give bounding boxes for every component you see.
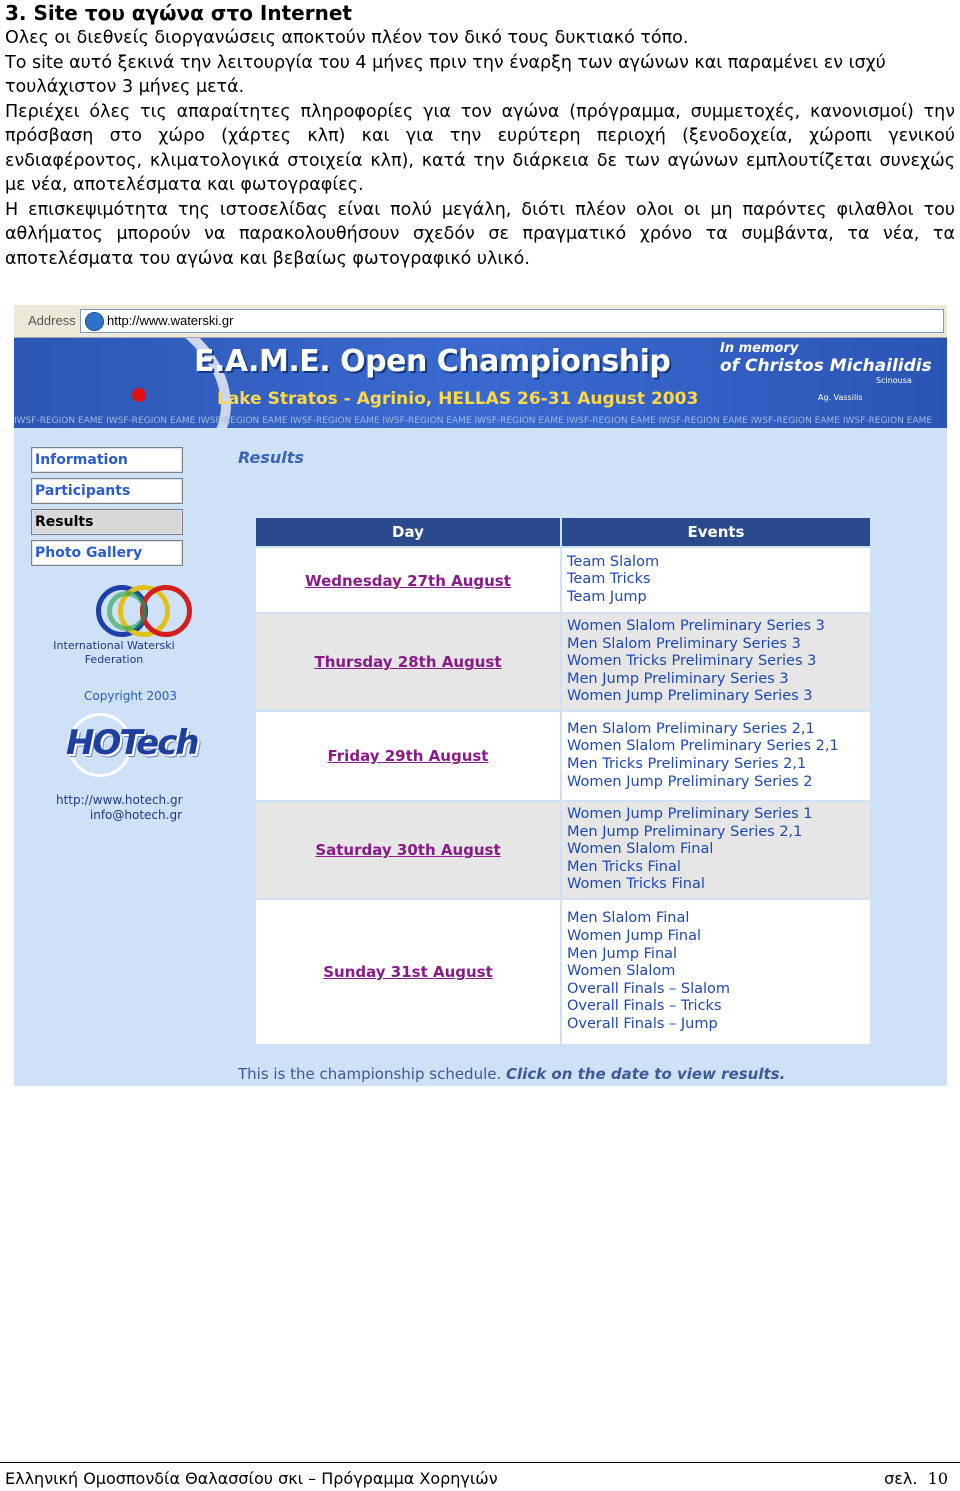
section-heading: 3. Site του αγώνα στο Internet	[5, 1, 352, 25]
event-item: Men Slalom Preliminary Series 2,1	[567, 720, 815, 737]
event-item: Women Jump Preliminary Series 1	[567, 805, 813, 822]
ie-page-icon	[85, 312, 104, 331]
day-cell	[255, 613, 561, 711]
table-row	[255, 547, 871, 613]
map-label: Scinousa	[876, 376, 912, 385]
iwf-caption-line: Federation	[84, 653, 144, 666]
iwf-caption-line: International Waterski	[53, 639, 175, 652]
banner-title: E.A.M.E. Open Championship	[194, 344, 671, 379]
event-item: Men Slalom Final	[567, 910, 690, 927]
event-item: Men Tricks Preliminary Series 2,1	[567, 755, 807, 772]
event-item: Women Jump Preliminary Series 3	[567, 688, 813, 705]
nav-results[interactable]: Results	[31, 509, 183, 535]
paragraph: Ολες οι διεθνείς διοργανώσεις αποκτούν πλέον τον δικό τους δυκτιακό τόπο.	[5, 28, 689, 48]
document-body	[5, 0, 955, 271]
iwf-rings-icon	[96, 583, 186, 639]
table-row	[255, 613, 871, 711]
event-item: Team Slalom	[567, 553, 660, 570]
banner-strip: IWSF-REGION EAME IWSF-REGION EAME IWSF-REGION EAME IWSF-REGION EAME IWSF-REGION EAME IWSF-REGION EAME IWSF-REGION EAME IWSF-REGION EAME IWSF-REGION EAME IWSF-REGION EAME	[14, 416, 933, 426]
day-link[interactable]: Thursday 28th August	[314, 653, 502, 672]
page-number-value: 10	[927, 1469, 948, 1488]
red-dot-icon	[132, 388, 146, 402]
schedule-note-text: This is the championship schedule.	[238, 1065, 502, 1083]
event-item: Team Jump	[567, 588, 647, 605]
site-banner	[14, 338, 947, 428]
event-item: Women Tricks Final	[567, 876, 705, 893]
event-item: Team Tricks	[567, 571, 651, 588]
day-cell	[255, 899, 561, 1045]
hotech-links	[56, 793, 182, 823]
schedule-table	[254, 516, 872, 1046]
page-number	[884, 1469, 948, 1488]
results-title: Results	[238, 448, 304, 467]
page-label: σελ.	[884, 1469, 918, 1488]
paragraph: Η επισκεψιμότητα της ιστοσελίδας είναι πολύ μεγάλη, διότι πλέον ολοι οι μη παρόντες φιλαθλοι του αθλήματος μπορούν να παρακολουθήσουν σχεδόν σε πραγματικό χρόνο τα συμβάντα, τα νέα, τα αποτελέσματα του αγώνα και βεβαίως φωτογραφικό υλικό.	[5, 199, 955, 269]
paragraph: Περιέχει όλες τις απαραίτητες πληροφορίες για τον αγώνα (πρόγραμμα, συμμετοχές, κανονισμοί) την πρόσβαση στο χώρο (χάρτες κλπ) και για την ευρύτερη περιοχή (ξενοδοχεία, χώροπι γενικού ενδιαφέροντος, κλιματολογικά στοιχεία κλπ), κατά την διάρκεια δε των αγώνων εμπλουτίζεται συνεχώς με νέα, αποτελέσματα και φωτογραφίες.	[5, 101, 955, 195]
table-row	[255, 899, 871, 1045]
event-item: Men Jump Preliminary Series 2,1	[567, 823, 803, 840]
day-link[interactable]: Friday 29th August	[327, 747, 489, 766]
event-item: Women Slalom Final	[567, 841, 714, 858]
events-cell	[561, 801, 871, 899]
schedule-note	[238, 1065, 785, 1083]
paragraph: Το site αυτό ξεκινά την λειτουργία του 4 μήνες πριν την έναρξη των αγώνων και παραμένει εν ισχύ τουλάχιστον 3 μήνες μετά.	[5, 52, 886, 97]
event-item: Women Jump Preliminary Series 2	[567, 773, 813, 790]
memory-line-2: of Christos Michailidis	[720, 356, 932, 376]
url-text: http://www.waterski.gr	[107, 313, 234, 328]
iwf-caption	[44, 639, 184, 667]
event-item: Women Slalom Preliminary Series 2,1	[567, 738, 839, 755]
events-cell	[561, 613, 871, 711]
event-item: Overall Finals – Slalom	[567, 980, 731, 997]
event-item: Men Tricks Final	[567, 858, 681, 875]
event-item: Women Slalom Preliminary Series 3	[567, 618, 825, 634]
events-cell	[561, 899, 871, 1045]
hotech-logo-text: HOTech	[66, 723, 198, 763]
day-link[interactable]: Saturday 30th August	[315, 841, 501, 860]
address-bar	[14, 305, 947, 338]
event-item: Overall Finals – Tricks	[567, 998, 722, 1015]
event-item: Overall Finals – Jump	[567, 1015, 718, 1032]
day-link[interactable]: Wednesday 27th August	[305, 571, 511, 590]
nav-information[interactable]: Information	[31, 447, 183, 473]
schedule-body	[255, 547, 871, 1045]
banner-subtitle: Lake Stratos - Agrinio, HELLAS 26-31 August 2003	[217, 389, 699, 409]
hotech-email-link[interactable]: info@hotech.gr	[89, 808, 182, 822]
nav-participants[interactable]: Participants	[31, 478, 183, 504]
address-label: Address	[28, 313, 76, 328]
event-item: Men Jump Preliminary Series 3	[567, 670, 789, 687]
day-cell	[255, 801, 561, 899]
day-link[interactable]: Sunday 31st August	[323, 963, 493, 982]
table-row	[255, 711, 871, 801]
event-item: Men Slalom Preliminary Series 3	[567, 635, 801, 652]
map-label: Ag. Vassilis	[818, 393, 863, 402]
copyright: Copyright 2003	[84, 689, 177, 703]
website-screenshot	[14, 305, 947, 1086]
hotech-url-link[interactable]: http://www.hotech.gr	[56, 793, 183, 807]
events-cell	[561, 547, 871, 613]
footer-title: Ελληνική Ομοσπονδία Θαλασσίου σκι – Πρόγραμμα Χορηγιών	[5, 1469, 498, 1488]
day-cell	[255, 711, 561, 801]
day-cell	[255, 547, 561, 613]
col-header-events: Events	[561, 517, 871, 547]
events-cell	[561, 711, 871, 801]
schedule-note-instruction: Click on the date to view results.	[506, 1065, 786, 1083]
site-nav	[31, 447, 183, 571]
footer-divider	[0, 1462, 960, 1463]
event-item: Men Jump Final	[567, 945, 678, 962]
memory-line-1: In memory	[720, 341, 799, 356]
event-item: Women Slalom	[567, 963, 676, 980]
nav-photo-gallery[interactable]: Photo Gallery	[31, 540, 183, 566]
col-header-day: Day	[255, 517, 561, 547]
event-item: Women Tricks Preliminary Series 3	[567, 653, 817, 670]
url-field[interactable]	[80, 309, 944, 333]
table-row	[255, 801, 871, 899]
hotech-logo	[60, 705, 198, 789]
event-item: Women Jump Final	[567, 927, 702, 944]
